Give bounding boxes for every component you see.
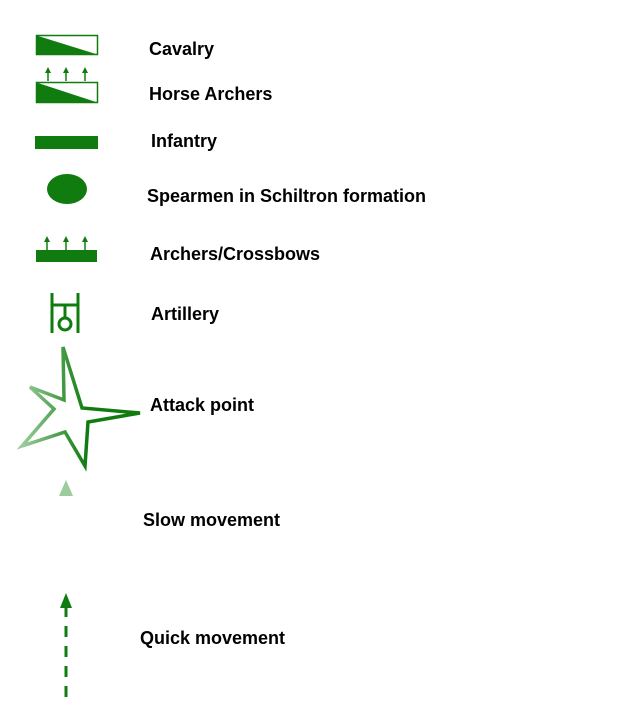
- attack-point-label: Attack point: [150, 395, 255, 415]
- archers-label: Archers/Crossbows: [150, 244, 321, 264]
- artillery-label: Artillery: [151, 304, 220, 324]
- infantry-icon: [35, 136, 98, 149]
- cavalry-label: Cavalry: [149, 39, 215, 59]
- schiltron-label: Spearmen in Schiltron formation: [147, 186, 427, 206]
- attack-point-icon: [22, 347, 140, 466]
- artillery-icon: [52, 293, 78, 333]
- cavalry-icon: [37, 36, 98, 55]
- quick-movement-arrow-icon: [60, 593, 72, 702]
- slow-movement-label: Slow movement: [143, 510, 281, 530]
- horse-archers-icon: [37, 67, 98, 103]
- archers-icon: [36, 236, 97, 262]
- quick-movement-label: Quick movement: [140, 628, 286, 648]
- schiltron-icon: [47, 174, 87, 204]
- horse-archers-label: Horse Archers: [149, 84, 273, 104]
- slow-movement-arrow-icon: [59, 480, 73, 573]
- infantry-label: Infantry: [151, 131, 218, 151]
